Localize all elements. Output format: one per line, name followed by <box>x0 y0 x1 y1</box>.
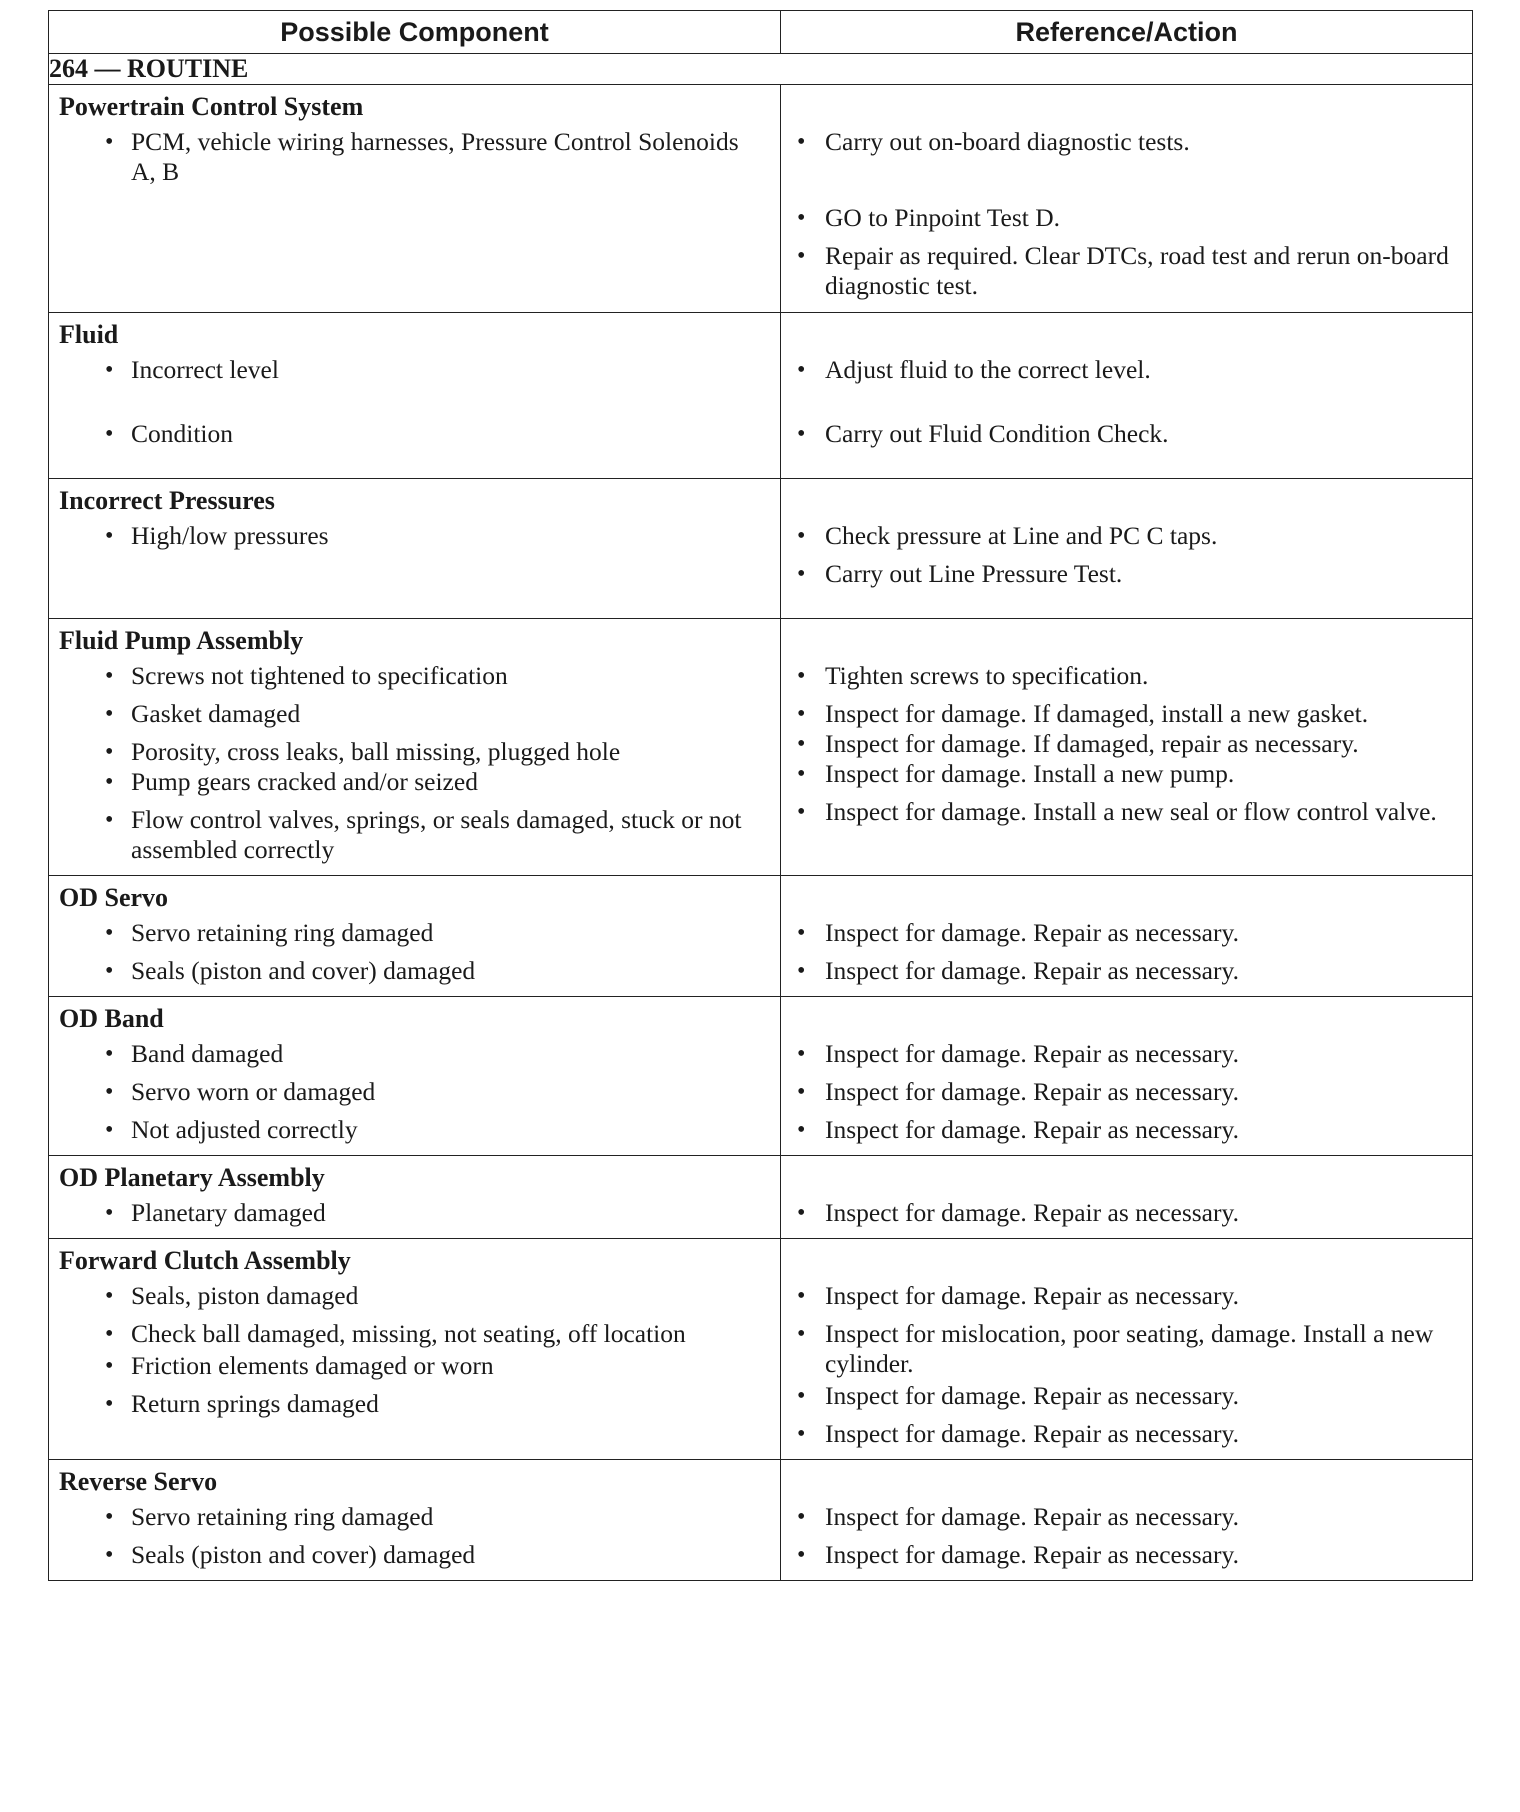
diagnostic-chart <box>48 10 1472 1581</box>
bullet-icon: • <box>105 920 114 946</box>
bullet-icon: • <box>797 701 806 727</box>
component-text: High/low pressures <box>131 521 329 550</box>
action-item <box>781 355 1472 385</box>
component-text: Friction elements damaged or worn <box>131 1351 494 1380</box>
action-text: Inspect for damage. Repair as necessary. <box>825 1502 1239 1531</box>
group-title: OD Band <box>59 1004 164 1033</box>
action-item <box>781 1419 1472 1449</box>
action-text: Inspect for damage. Repair as necessary. <box>825 956 1239 985</box>
group-row <box>49 1156 1473 1239</box>
bullet-icon: • <box>797 1200 806 1226</box>
action-item <box>781 241 1472 301</box>
bullet-icon: • <box>105 523 114 549</box>
action-item <box>781 521 1472 551</box>
action-list <box>781 1198 1472 1238</box>
component-item <box>49 767 780 797</box>
bullet-icon: • <box>105 1542 114 1568</box>
component-item <box>49 355 780 385</box>
component-item <box>49 918 780 948</box>
bullet-icon: • <box>797 731 806 757</box>
action-item <box>781 918 1472 948</box>
component-list <box>49 521 780 561</box>
component-item <box>49 1540 780 1570</box>
group-title-spacer <box>781 479 1472 521</box>
group-title: Reverse Servo <box>59 1467 218 1496</box>
action-text: Inspect for damage. Repair as necessary. <box>825 1281 1239 1310</box>
component-text: Porosity, cross leaks, ball missing, plugged hole <box>131 737 621 766</box>
bullet-icon: • <box>797 920 806 946</box>
component-cell <box>49 1156 781 1239</box>
component-text: Incorrect level <box>131 355 279 384</box>
action-item <box>781 759 1472 789</box>
bullet-icon: • <box>105 1117 114 1143</box>
component-item <box>49 699 780 729</box>
action-cell <box>781 313 1473 479</box>
bullet-icon: • <box>105 807 114 833</box>
action-item <box>781 1039 1472 1069</box>
group-row <box>49 1239 1473 1460</box>
action-list <box>781 661 1472 837</box>
component-text: PCM, vehicle wiring harnesses, Pressure Control Solenoids A, B <box>131 127 739 186</box>
component-text: Not adjusted correctly <box>131 1115 358 1144</box>
action-text: Repair as required. Clear DTCs, road test and rerun on-board diagnostic test. <box>825 241 1449 300</box>
bullet-icon: • <box>797 1421 806 1447</box>
bullet-icon: • <box>797 523 806 549</box>
action-item <box>781 699 1472 729</box>
action-cell <box>781 876 1473 997</box>
bullet-icon: • <box>105 1200 114 1226</box>
action-item <box>781 1198 1472 1228</box>
bullet-icon: • <box>797 1041 806 1067</box>
action-text: Inspect for damage. If damaged, repair as necessary. <box>825 729 1359 758</box>
action-text: Carry out on-board diagnostic tests. <box>825 127 1190 156</box>
component-text: Pump gears cracked and/or seized <box>131 767 478 796</box>
component-item <box>49 127 780 187</box>
component-list <box>49 1039 780 1155</box>
action-item <box>781 1502 1472 1532</box>
group-row <box>49 1460 1473 1581</box>
component-cell <box>49 1460 781 1581</box>
bullet-icon: • <box>797 243 806 269</box>
action-item <box>781 1281 1472 1311</box>
action-text: Inspect for damage. Repair as necessary. <box>825 1540 1239 1569</box>
bullet-icon: • <box>105 769 114 795</box>
component-text: Seals (piston and cover) damaged <box>131 1540 476 1569</box>
action-item <box>781 1381 1472 1411</box>
action-text: Check pressure at Line and PC C taps. <box>825 521 1218 550</box>
action-text: Inspect for damage. Repair as necessary. <box>825 1077 1239 1106</box>
bullet-icon: • <box>797 1321 806 1347</box>
group-row <box>49 619 1473 876</box>
group-title-spacer <box>781 876 1472 918</box>
action-text: Carry out Line Pressure Test. <box>825 559 1123 588</box>
group-title: OD Planetary Assembly <box>59 1163 325 1192</box>
bullet-icon: • <box>797 799 806 825</box>
group-title-spacer <box>781 997 1472 1039</box>
component-item <box>49 1389 780 1419</box>
group-row <box>49 997 1473 1156</box>
header-reference-action: Reference/Action <box>781 11 1473 54</box>
bullet-icon: • <box>105 663 114 689</box>
bullet-icon: • <box>105 421 114 447</box>
bullet-icon: • <box>797 663 806 689</box>
action-text: Adjust fluid to the correct level. <box>825 355 1151 384</box>
component-item <box>49 1502 780 1532</box>
component-item <box>49 419 780 449</box>
action-item <box>781 419 1472 449</box>
bullet-icon: • <box>797 205 806 231</box>
action-text: Carry out Fluid Condition Check. <box>825 419 1169 448</box>
component-list <box>49 1198 780 1238</box>
bullet-icon: • <box>797 561 806 587</box>
action-cell <box>781 479 1473 619</box>
action-text: Inspect for damage. Repair as necessary. <box>825 1039 1239 1068</box>
action-item <box>781 797 1472 827</box>
component-item <box>49 1115 780 1145</box>
component-list <box>49 1281 780 1429</box>
bullet-icon: • <box>105 357 114 383</box>
group-row <box>49 313 1473 479</box>
action-cell <box>781 1239 1473 1460</box>
component-cell <box>49 479 781 619</box>
bullet-icon: • <box>797 1383 806 1409</box>
bullet-icon: • <box>797 357 806 383</box>
header-possible-component: Possible Component <box>49 11 781 54</box>
bullet-icon: • <box>105 1504 114 1530</box>
component-cell <box>49 85 781 313</box>
bullet-icon: • <box>797 421 806 447</box>
component-text: Servo retaining ring damaged <box>131 918 434 947</box>
group-title: Fluid <box>59 320 119 349</box>
action-list <box>781 1281 1472 1459</box>
component-item <box>49 1351 780 1381</box>
action-text: Inspect for damage. Repair as necessary. <box>825 918 1239 947</box>
action-text: Inspect for damage. Repair as necessary. <box>825 1381 1239 1410</box>
action-item <box>781 1115 1472 1145</box>
bullet-icon: • <box>797 1504 806 1530</box>
bullet-icon: • <box>105 701 114 727</box>
action-text: Inspect for damage. Install a new seal or flow control valve. <box>825 797 1437 826</box>
action-list <box>781 918 1472 996</box>
component-text: Band damaged <box>131 1039 284 1068</box>
group-title: Incorrect Pressures <box>59 486 275 515</box>
component-cell <box>49 313 781 479</box>
component-list <box>49 355 780 459</box>
bullet-icon: • <box>105 1321 114 1347</box>
bullet-icon: • <box>797 1542 806 1568</box>
component-list <box>49 127 780 197</box>
action-item <box>781 661 1472 691</box>
bullet-icon: • <box>105 1079 114 1105</box>
group-title: Powertrain Control System <box>59 92 364 121</box>
component-cell <box>49 1239 781 1460</box>
bullet-icon: • <box>105 1353 114 1379</box>
component-item <box>49 956 780 986</box>
component-list <box>49 1502 780 1580</box>
bullet-icon: • <box>797 1117 806 1143</box>
component-item <box>49 805 780 865</box>
component-text: Servo worn or damaged <box>131 1077 376 1106</box>
action-text: GO to Pinpoint Test D. <box>825 203 1061 232</box>
action-text: Inspect for damage. Repair as necessary. <box>825 1419 1239 1448</box>
action-list <box>781 1502 1472 1580</box>
component-item <box>49 661 780 691</box>
action-cell <box>781 619 1473 876</box>
action-list <box>781 521 1472 599</box>
action-text: Inspect for damage. Repair as necessary. <box>825 1115 1239 1144</box>
action-text: Tighten screws to specification. <box>825 661 1149 690</box>
component-cell <box>49 619 781 876</box>
group-title-spacer <box>781 619 1472 661</box>
action-cell <box>781 1156 1473 1239</box>
component-text: Seals, piston damaged <box>131 1281 359 1310</box>
component-item <box>49 1281 780 1311</box>
bullet-icon: • <box>105 739 114 765</box>
header-row <box>49 11 1473 54</box>
component-item <box>49 521 780 551</box>
component-list <box>49 661 780 875</box>
bullet-icon: • <box>105 129 114 155</box>
action-text: Inspect for mislocation, poor seating, damage. Install a new cylinder. <box>825 1319 1434 1378</box>
bullet-icon: • <box>797 129 806 155</box>
component-item <box>49 737 780 767</box>
component-item <box>49 1319 780 1349</box>
component-text: Condition <box>131 419 234 448</box>
bullet-icon: • <box>105 1391 114 1417</box>
action-text: Inspect for damage. If damaged, install a new gasket. <box>825 699 1369 728</box>
action-item <box>781 127 1472 157</box>
component-text: Servo retaining ring damaged <box>131 1502 434 1531</box>
group-row <box>49 876 1473 997</box>
component-cell <box>49 876 781 997</box>
section-row <box>49 54 1473 85</box>
bullet-icon: • <box>797 958 806 984</box>
bullet-icon: • <box>797 1283 806 1309</box>
component-text: Planetary damaged <box>131 1198 326 1227</box>
component-item <box>49 1198 780 1228</box>
group-title-spacer <box>781 1239 1472 1281</box>
group-row <box>49 85 1473 313</box>
component-list <box>49 918 780 996</box>
action-item <box>781 1319 1472 1379</box>
action-item <box>781 1077 1472 1107</box>
component-text: Return springs damaged <box>131 1389 379 1418</box>
group-title: Fluid Pump Assembly <box>59 626 304 655</box>
group-title-spacer <box>781 85 1472 127</box>
action-cell <box>781 997 1473 1156</box>
group-title: OD Servo <box>59 883 169 912</box>
component-text: Gasket damaged <box>131 699 301 728</box>
component-item <box>49 1039 780 1069</box>
action-cell <box>781 1460 1473 1581</box>
action-item <box>781 559 1472 589</box>
group-title-spacer <box>781 313 1472 355</box>
action-text: Inspect for damage. Install a new pump. <box>825 759 1235 788</box>
action-item <box>781 729 1472 759</box>
bullet-icon: • <box>797 1079 806 1105</box>
component-text: Screws not tightened to specification <box>131 661 508 690</box>
bullet-icon: • <box>105 1041 114 1067</box>
component-cell <box>49 997 781 1156</box>
action-cell <box>781 85 1473 313</box>
component-item <box>49 1077 780 1107</box>
component-text: Seals (piston and cover) damaged <box>131 956 476 985</box>
action-item <box>781 203 1472 233</box>
group-title-spacer <box>781 1156 1472 1198</box>
component-text: Flow control valves, springs, or seals damaged, stuck or not assembled correctly <box>131 805 742 864</box>
action-item <box>781 1540 1472 1570</box>
action-item <box>781 956 1472 986</box>
action-list <box>781 355 1472 459</box>
bullet-icon: • <box>105 958 114 984</box>
diagnostic-table <box>48 10 1473 1581</box>
section-title: 264 — ROUTINE <box>49 54 1473 85</box>
component-text: Check ball damaged, missing, not seating, off location <box>131 1319 686 1348</box>
group-title-spacer <box>781 1460 1472 1502</box>
group-title: Forward Clutch Assembly <box>59 1246 351 1275</box>
group-row <box>49 479 1473 619</box>
action-list <box>781 1039 1472 1155</box>
bullet-icon: • <box>797 761 806 787</box>
action-list <box>781 127 1472 311</box>
action-text: Inspect for damage. Repair as necessary. <box>825 1198 1239 1227</box>
bullet-icon: • <box>105 1283 114 1309</box>
